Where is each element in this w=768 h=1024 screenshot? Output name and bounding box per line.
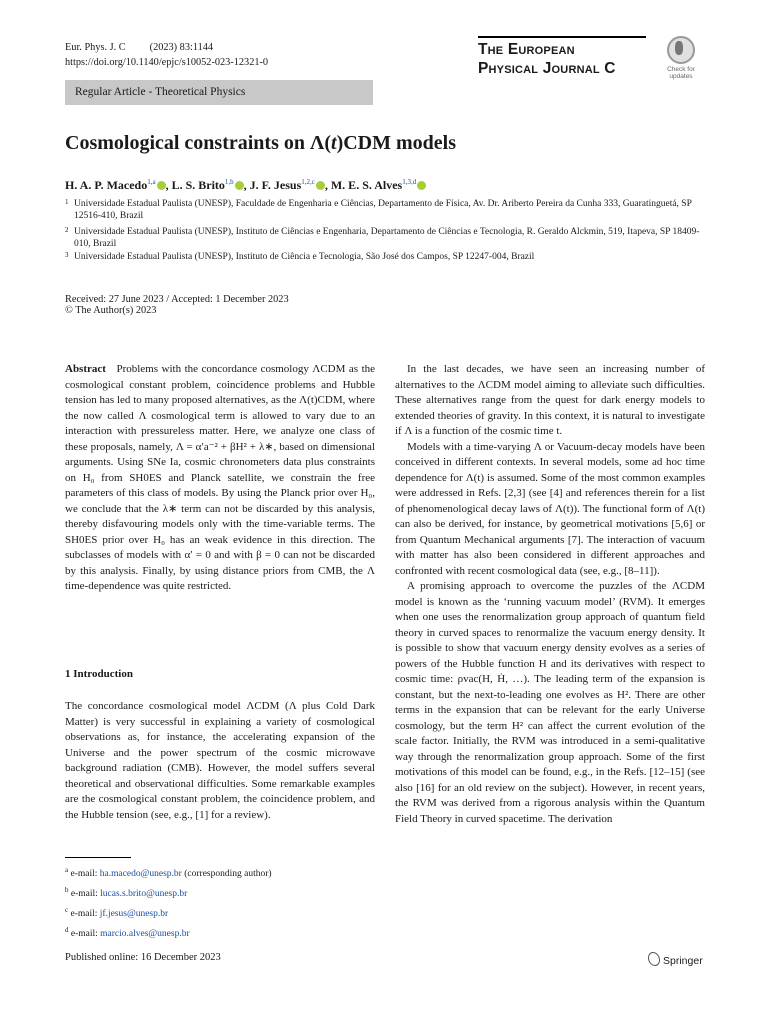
orcid-icon[interactable] — [235, 181, 244, 190]
section-heading: 1 Introduction — [65, 668, 133, 680]
author-name: J. F. Jesus — [249, 178, 302, 192]
intro-paragraph: The concordance cosmological model ΛCDM (Λ plus Cold Dark Matter) is very successful in explaining a variety of cosmological observations as, for instance, the accelerating expansion of the Universe and the power spectrum of the cosmic microwave background radiation (CMB). However, the model suffers several theoretical and observational difficulties. Some remarkable examples are the cosmological constant problem, the coincidence problem, and the Hubble tension (see, e.g., [1] for a review). — [65, 700, 375, 821]
copyright-line: © The Author(s) 2023 — [65, 305, 157, 316]
email-link[interactable]: ha.macedo@unesp.br — [99, 869, 182, 880]
footnote-divider — [65, 857, 131, 858]
email-link[interactable]: marcio.alves@unesp.br — [100, 929, 190, 940]
footnote-item: $^d$ e-mail: marcio.alves@unesp.br — [65, 926, 190, 940]
journal-name-line2: Physical Journal C — [478, 60, 616, 77]
author-name: L. S. Brito — [171, 178, 225, 192]
published-date: Published online: 16 December 2023 — [65, 952, 221, 963]
springer-horse-icon — [648, 952, 660, 966]
check-updates-icon — [667, 36, 695, 64]
affiliation: 2 Universidade Estadual Paulista (UNESP), Instituto de Ciências e Engenharia, Departamento de Ciências e Tecnologia, R. Geraldo Alckmin, 519, Itapeva, SP 18409-010, Brazil — [65, 226, 700, 249]
orcid-icon[interactable] — [316, 181, 325, 190]
orcid-icon[interactable] — [417, 181, 426, 190]
journal-name-line1: The European — [478, 41, 575, 58]
email-link[interactable]: lucas.s.brito@unesp.br — [100, 889, 188, 900]
year-volume: (2023) 83:1144 — [149, 42, 214, 53]
article-type-badge: Regular Article - Theoretical Physics — [65, 80, 373, 105]
author-name: H. A. P. Macedo — [65, 178, 148, 192]
header-citation — [65, 40, 268, 70]
intro-right-column — [395, 362, 705, 827]
check-updates-label-1: Check for — [667, 66, 695, 73]
check-for-updates-button[interactable] — [660, 36, 702, 80]
affiliation: 1 Universidade Estadual Paulista (UNESP), Faculdade de Engenharia e Ciências, Departamento de Física, Av. Dr. Ariberto Pereira da Cunha 333, Guaratinguetá, SP 12516-410, Brazil — [65, 198, 692, 221]
paragraph: In the last decades, we have seen an increasing number of alternatives to the ΛCDM model aiming to alleviate such difficulties. These alternatives range from the quest for dark energy models to extended theories of gravity. In this context, it is natural to investigate if Λ is a function of the cosmic time t. — [395, 363, 705, 437]
orcid-icon[interactable] — [157, 181, 166, 190]
footnote-item: $^c$ e-mail: jf.jesus@unesp.br — [65, 906, 169, 920]
footnote-item: $^a$ e-mail: ha.macedo@unesp.br (corresponding author) — [65, 866, 272, 880]
author-list: H. A. P. Macedo$^{1,a}$ , L. S. Brito$^{1,b}$ , J. F. Jesus$^{1,2,c}$ , M. E. S. Alves$^{1,3,d}$ — [65, 178, 426, 193]
journal-abbrev: Eur. Phys. J. C — [65, 42, 126, 53]
abstract — [65, 362, 375, 595]
received-date: Received: 27 June 2023 / Accepted: 1 December 2023 — [65, 294, 289, 305]
paragraph: A promising approach to overcome the puzzles of the ΛCDM model is known as the ‘running vacuum model’ (RVM). It emerges when one uses the renormalization group approach of quantum field theory in curved spaces to renormalize the vacuum energy density. It is possible to show that vacuum energy density evolves as a series of powers of the Hubble function H and its derivatives with respect to cosmic time: ρvac(H, Ḣ, …). The leading term of the expansion is constant, but the next-to-leading one evolves as H². There are other terms in the expansion that can be relevant for the early Universe cosmology, but the term H² can affect the current evolution of the scale factor. Initially, the RVM was introduced in a semi-qualitative way through the renormalization group approach. Some of the first motivations of this model can be found, e.g., in the Refs. [12–15] (see also [16] for an old review on the subject). However, in recent years, the RVM was derived from a rigorous analysis within the Quantum Field Theory in curved spacetime. The derivation — [395, 580, 705, 825]
doi-link[interactable]: https://doi.org/10.1140/epjc/s10052-023-12321-0 — [65, 57, 269, 68]
email-link[interactable]: jf.jesus@unesp.br — [99, 909, 169, 920]
footnotes — [65, 862, 272, 943]
check-updates-label-2: updates — [669, 73, 693, 80]
publisher-logo: Springer — [648, 952, 703, 967]
journal-logo — [478, 36, 646, 78]
abstract-label: Abstract — [65, 363, 106, 375]
affiliation: 3 Universidade Estadual Paulista (UNESP), Instituto de Ciência e Tecnologia, São José dos Campos, SP 12247-004, Brazil — [65, 251, 535, 262]
paragraph: Models with a time-varying Λ or Vacuum-decay models have been conceived in different contexts. In several models, some ad hoc time dependence for Λ(t) is assumed. Some of the most common examples were addressed in Refs. [2,3] (see [4] and references therein for a list of phenomenological decay laws of Λ(t)). The functional form of Λ(t) can also be derived, for instance, by geometrical motivations [5,6] or from Quantum Mechanical arguments [7]. The interaction of vacuum with matter has also been considered in different approaches and confronted with recent cosmological data (see, e.g., [8–11]). — [395, 440, 705, 577]
article-title: Cosmological constraints on Λ(t)CDM models — [65, 132, 456, 154]
article-dates — [65, 294, 289, 316]
abstract-text: Problems with the concordance cosmology ΛCDM as the cosmological constant problem, coincidence problems and Hubble tension has led to many proposed alternatives, as the Λ(t)CDM, where the now called Λ cosmological term is allowed to vary due to an interaction with pressureless matter. Here, we analyze one class of these proposals, namely, Λ = α′a⁻² + βH² + λ∗, based on dimensional arguments. Using SNe Ia, cosmic chronometers data plus constraints on H₀ from SH0ES and Planck satellite, we constrain the free parameters of this class of models. By using the Planck prior over H₀, we conclude that the λ∗ term can not be discarded by this analysis, thereby disfavouring models only with the time-variable terms. The SH0ES prior over H₀ has an weak evidence in this direction. The subclasses of models with α′ = 0 and with β = 0 can not be discarded by this analysis. Finally, by using distance priors from CMB, the Λ time-dependence was quite restricted. — [65, 363, 376, 592]
author-name: M. E. S. Alves — [330, 178, 403, 192]
footnote-item: $^b$ e-mail: lucas.s.brito@unesp.br — [65, 886, 188, 900]
